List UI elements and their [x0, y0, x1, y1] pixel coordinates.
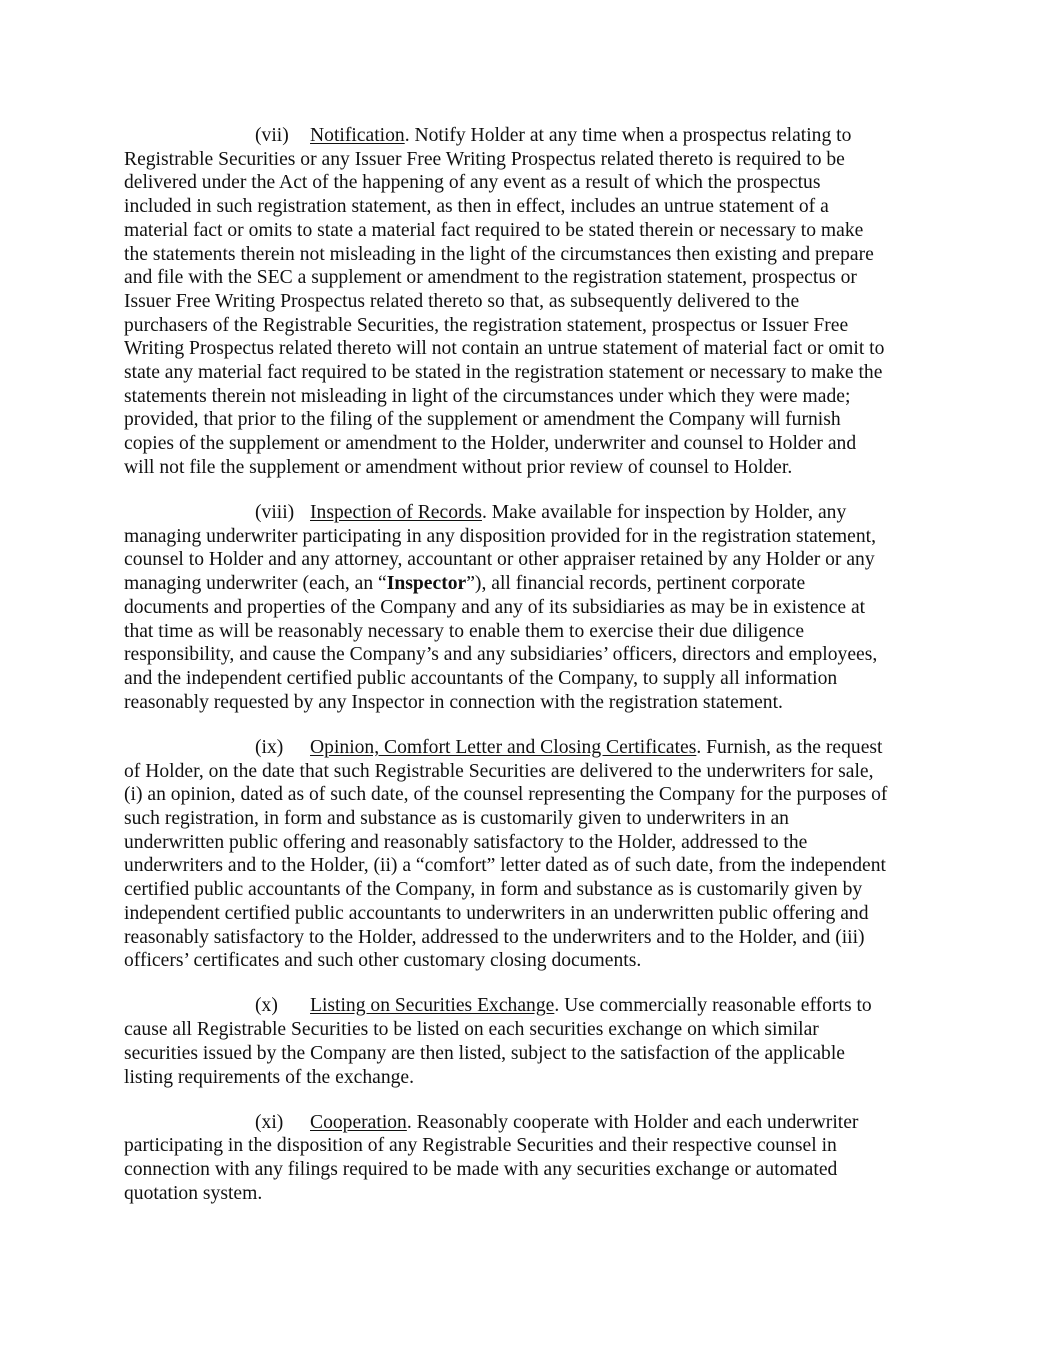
section-heading: Inspection of Records — [310, 502, 482, 524]
section-line: quotation system. — [124, 1182, 263, 1204]
section-number: (vii) — [255, 125, 289, 146]
section-line: Writing Prospectus related thereto will not contain an untrue statement of material fact or omit to — [124, 338, 885, 360]
section-line: Registrable Securities or any Issuer Free Writing Prospectus related thereto is required to be — [124, 148, 845, 170]
section-line: reasonably satisfactory to the Holder, addressed to the underwriters and to the Holder, and (iii) — [124, 926, 865, 948]
section-line: responsibility, and cause the Company’s and any subsidiaries’ officers, directors and employees, — [124, 644, 878, 666]
section-viii-inspection-of-records — [124, 501, 939, 714]
section-line: managing underwriter participating in any disposition provided for in the registration statement, — [124, 525, 876, 547]
section-number: (ix) — [255, 736, 284, 758]
section-line: state any material fact required to be stated in the registration statement or necessary to make the — [124, 362, 883, 384]
section-first-line — [124, 501, 939, 525]
section-line: certified public accountants of the Company, in form and substance as is customarily given by — [124, 879, 863, 901]
section-line — [124, 572, 939, 596]
section-line: listing requirements of the exchange. — [124, 1066, 415, 1088]
defined-term-inspector: Inspector — [386, 573, 467, 595]
section-line: counsel to Holder and any attorney, accountant or other appraiser retained by any Holder or any — [124, 549, 875, 571]
section-line: copies of the supplement or amendment to the Holder, underwriter and counsel to Holder and — [124, 433, 857, 455]
section-line: the statements therein not misleading in the light of the circumstances then existing and prepare — [124, 243, 874, 265]
section-text: ”), all financial records, pertinent corporate — [466, 573, 806, 595]
section-line: provided, that prior to the filing of the supplement or amendment the Company will furnish — [124, 409, 841, 431]
section-line: underwriters and to the Holder, (ii) a “comfort” letter dated as of such date, from the independent — [124, 855, 886, 877]
section-line: participating in the disposition of any Registrable Securities and their respective counsel in — [124, 1135, 837, 1157]
section-line: reasonably requested by any Inspector in connection with the registration statement. — [124, 691, 783, 713]
section-ix-opinion-comfort-letter — [124, 736, 939, 973]
section-line: securities issued by the Company are then listed, subject to the satisfaction of the applicable — [124, 1042, 845, 1064]
section-line: purchasers of the Registrable Securities, the registration statement, prospectus or Issuer Free — [124, 314, 849, 336]
section-heading: Notification — [310, 125, 405, 146]
section-text: . Reasonably cooperate with Holder and each underwriter — [406, 1111, 859, 1133]
section-line: delivered under the Act of the happening of any event as a result of which the prospectus — [124, 172, 821, 194]
section-first-line — [124, 736, 939, 760]
section-first-line — [124, 994, 939, 1018]
section-first-line — [124, 124, 939, 148]
section-text: managing underwriter (each, an “ — [124, 573, 387, 595]
section-line: of Holder, on the date that such Registrable Securities are delivered to the underwriters for sale, — [124, 760, 874, 782]
section-heading: Opinion, Comfort Letter and Closing Certificates — [310, 736, 697, 758]
document-page — [124, 124, 939, 1227]
section-text: . Use commercially reasonable efforts to — [554, 995, 872, 1017]
section-line: will not file the supplement or amendment without prior review of counsel to Holder. — [124, 456, 793, 478]
section-x-listing-on-securities-exchange — [124, 994, 939, 1089]
section-text: . Notify Holder at any time when a prospectus relating to — [404, 125, 852, 146]
section-line: independent certified public accountants to underwriters in an underwritten public offering and — [124, 902, 869, 924]
section-heading: Cooperation — [310, 1111, 407, 1133]
section-line: cause all Registrable Securities to be listed on each securities exchange on which similar — [124, 1019, 819, 1041]
section-heading: Listing on Securities Exchange — [310, 995, 555, 1017]
section-line: that time as will be reasonably necessary to enable them to exercise their due diligence — [124, 620, 805, 642]
section-line: Issuer Free Writing Prospectus related thereto so that, as subsequently delivered to the — [124, 290, 800, 312]
section-line: underwritten public offering and reasonably satisfactory to the Holder, addressed to the — [124, 831, 808, 853]
section-line: such registration, in form and substance as is customarily given to underwriters in an — [124, 807, 789, 829]
section-text: . Make available for inspection by Holder, any — [481, 502, 847, 524]
section-line: and the independent certified public accountants of the Company, to supply all information — [124, 667, 838, 689]
section-vii-notification — [124, 124, 939, 480]
section-line: officers’ certificates and such other customary closing documents. — [124, 950, 642, 972]
section-xi-cooperation — [124, 1111, 939, 1206]
section-number: (x) — [255, 995, 278, 1017]
section-line: included in such registration statement, as then in effect, includes an untrue statement of a — [124, 196, 829, 218]
section-line: documents and properties of the Company and any of its subsidiaries as may be in existence at — [124, 596, 866, 618]
section-line: material fact or omits to state a material fact required to be stated therein or necessary to make — [124, 219, 864, 241]
section-first-line — [124, 1111, 939, 1135]
section-number: (xi) — [255, 1111, 284, 1133]
section-line: statements therein not misleading in light of the circumstances under which they were made; — [124, 385, 851, 407]
section-line: connection with any filings required to be made with any securities exchange or automated — [124, 1159, 838, 1181]
section-text: . Furnish, as the request — [696, 736, 883, 758]
section-line: (i) an opinion, dated as of such date, of the counsel representing the Company for the purposes of — [124, 784, 888, 806]
section-line: and file with the SEC a supplement or amendment to the registration statement, prospectus or — [124, 267, 857, 289]
section-number: (viii) — [255, 502, 295, 524]
